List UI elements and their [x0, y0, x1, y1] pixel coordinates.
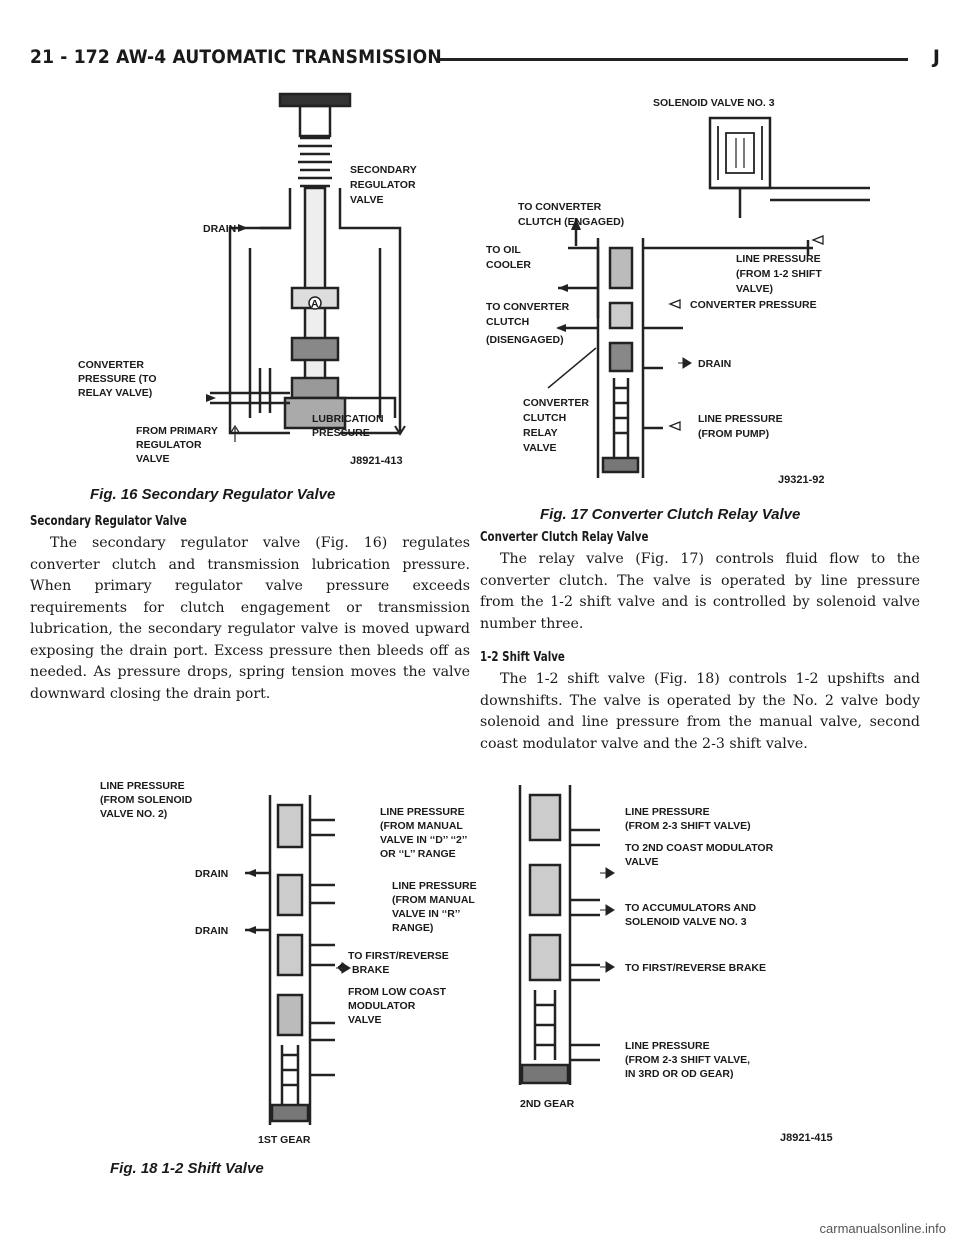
fig17-label-lppump-1: LINE PRESSURE — [698, 413, 783, 425]
fig17-label-solenoid: SOLENOID VALVE NO. 3 — [653, 97, 775, 109]
fig16-label-conv-3: RELAY VALVE) — [78, 387, 153, 399]
fig16-label-secondary-3: VALVE — [350, 194, 384, 206]
page-header-letter: J — [932, 46, 940, 68]
fig18-lp-sol2-3: VALVE NO. 2) — [100, 808, 168, 820]
section-secondary-body: The secondary regulator valve (Fig. 16) regulates converter clutch and transmission lubrication pressure. When primary regulator valve pressure exceeds requirements for clutch engagement or transmission lubrication, the secondary regulator valve is moved upward exposing the drain port. Excess pressure then bleeds off as needed. As pressure drops, spring tension moves the valve downward closing the drain port. — [30, 535, 470, 702]
page-header-title: 21 - 172 AW-4 AUTOMATIC TRANSMISSION — [30, 46, 442, 68]
fig17-label-lp12-1: LINE PRESSURE — [736, 253, 821, 265]
fig18-lp23-2: (FROM 2-3 SHIFT VALVE) — [625, 820, 751, 832]
fig18-lp23-3rd-3: IN 3RD OR OD GEAR) — [625, 1068, 734, 1080]
fig18-to-first-rev-1: TO FIRST/REVERSE — [348, 950, 449, 962]
fig16-marker: A — [311, 298, 319, 310]
fig18-code: J8921-415 — [780, 1132, 833, 1144]
fig16-label-conv-2: PRESSURE (TO — [78, 373, 157, 385]
fig18-low-coast-1: FROM LOW COAST — [348, 986, 446, 998]
fig18-diagram — [80, 775, 880, 1155]
fig18-accum-2: SOLENOID VALVE NO. 3 — [625, 916, 747, 928]
fig17-label-relay-4: VALVE — [523, 442, 557, 454]
fig18-drain-2: DRAIN — [195, 925, 229, 937]
section-relay-title: Converter Clutch Relay Valve — [480, 530, 649, 545]
fig18-lp-manual-r-4: RANGE) — [392, 922, 434, 934]
header-rule — [440, 58, 908, 61]
section-shift12-title: 1-2 Shift Valve — [480, 650, 565, 665]
fig18-to-first-rev-brake: TO FIRST/REVERSE BRAKE — [625, 962, 766, 974]
fig16-label-secondary-1: SECONDARY — [350, 164, 417, 176]
fig18-to2nd-2: VALVE — [625, 856, 659, 868]
fig18-drain-1: DRAIN — [195, 868, 229, 880]
section-secondary-title: Secondary Regulator Valve — [30, 514, 187, 529]
fig16-diagram — [60, 88, 460, 478]
fig16-label-primary-1: FROM PRIMARY — [136, 425, 218, 437]
fig18-lp-manual-r-1: LINE PRESSURE — [392, 880, 477, 892]
section-secondary — [30, 514, 470, 705]
watermark: carmanualsonline.info — [819, 1221, 946, 1236]
fig18-lp23-1: LINE PRESSURE — [625, 806, 710, 818]
section-relay — [480, 530, 920, 635]
fig18-lp23-3rd-1: LINE PRESSURE — [625, 1040, 710, 1052]
page-header — [30, 46, 940, 76]
fig16-label-primary-2: REGULATOR — [136, 439, 202, 451]
fig17-label-relay-3: RELAY — [523, 427, 558, 439]
fig16-code: J8921-413 — [350, 455, 403, 467]
fig18-gear2: 2ND GEAR — [520, 1098, 575, 1110]
fig17-label-cooler-2: COOLER — [486, 259, 531, 271]
fig17-label-engaged-2: CLUTCH (ENGAGED) — [518, 216, 625, 228]
section-shift12-body: The 1-2 shift valve (Fig. 18) controls 1-2 upshifts and downshifts. The valve is operated by the No. 2 valve body solenoid and line pressure from the manual valve, second coast modulator valve and the 2-3 shift valve. — [480, 671, 920, 752]
fig18-lp-manual-r-2: (FROM MANUAL — [392, 894, 475, 906]
fig17-label-lp12-3: VALVE) — [736, 283, 773, 295]
fig16-label-drain: DRAIN — [203, 223, 237, 235]
fig18-lp-manual-d-4: OR ‘‘L’’ RANGE — [380, 848, 456, 860]
fig17-code: J9321-92 — [778, 474, 825, 486]
fig16-label-primary-3: VALVE — [136, 453, 170, 465]
fig18-low-coast-3: VALVE — [348, 1014, 382, 1026]
fig17-label-disengaged-1: TO CONVERTER — [486, 301, 570, 313]
fig17-label-converter-pressure: CONVERTER PRESSURE — [690, 299, 817, 311]
fig17-label-cooler-1: TO OIL — [486, 244, 521, 256]
fig16-label-conv-1: CONVERTER — [78, 359, 144, 371]
fig16-label-lube-2: PRESSURE — [312, 427, 370, 439]
fig18-to2nd-1: TO 2ND COAST MODULATOR — [625, 842, 774, 854]
fig16-caption: Fig. 16 Secondary Regulator Valve — [90, 486, 336, 503]
fig18-accum-1: TO ACCUMULATORS AND — [625, 902, 757, 914]
fig17-label-lp12-2: (FROM 1-2 SHIFT — [736, 268, 822, 280]
fig18-to-first-rev-2: BRAKE — [352, 964, 390, 976]
fig16-label-lube-1: LUBRICATION — [312, 413, 384, 425]
fig18-caption: Fig. 18 1-2 Shift Valve — [110, 1160, 264, 1177]
fig17-label-disengaged-2: CLUTCH — [486, 316, 530, 328]
fig18-lp-manual-d-3: VALVE IN ‘‘D’’ ‘‘2’’ — [380, 834, 468, 846]
fig16-label-secondary-2: REGULATOR — [350, 179, 416, 191]
fig17-label-drain: DRAIN — [698, 358, 732, 370]
fig17-label-engaged-1: TO CONVERTER — [518, 201, 602, 213]
fig17-label-disengaged-3: (DISENGAGED) — [486, 334, 564, 346]
section-shift12 — [480, 650, 920, 755]
fig17-diagram — [478, 88, 878, 498]
fig18-lp-sol2-2: (FROM SOLENOID — [100, 794, 193, 806]
fig18-lp-manual-r-3: VALVE IN ‘‘R’’ — [392, 908, 461, 920]
fig17-label-lppump-2: (FROM PUMP) — [698, 428, 770, 440]
fig18-gear1: 1ST GEAR — [258, 1134, 311, 1146]
fig17-label-relay-1: CONVERTER — [523, 397, 589, 409]
fig18-lp23-3rd-2: (FROM 2-3 SHIFT VALVE, — [625, 1054, 751, 1066]
fig18-lp-sol2-1: LINE PRESSURE — [100, 780, 185, 792]
fig18-low-coast-2: MODULATOR — [348, 1000, 416, 1012]
section-relay-body: The relay valve (Fig. 17) controls fluid flow to the converter clutch. The valve is operated by line pressure from the 1-2 shift valve and is controlled by solenoid valve number three. — [480, 551, 920, 632]
fig18-lp-manual-d-2: (FROM MANUAL — [380, 820, 463, 832]
fig17-caption: Fig. 17 Converter Clutch Relay Valve — [540, 506, 801, 523]
fig18-lp-manual-d-1: LINE PRESSURE — [380, 806, 465, 818]
fig17-label-relay-2: CLUTCH — [523, 412, 567, 424]
